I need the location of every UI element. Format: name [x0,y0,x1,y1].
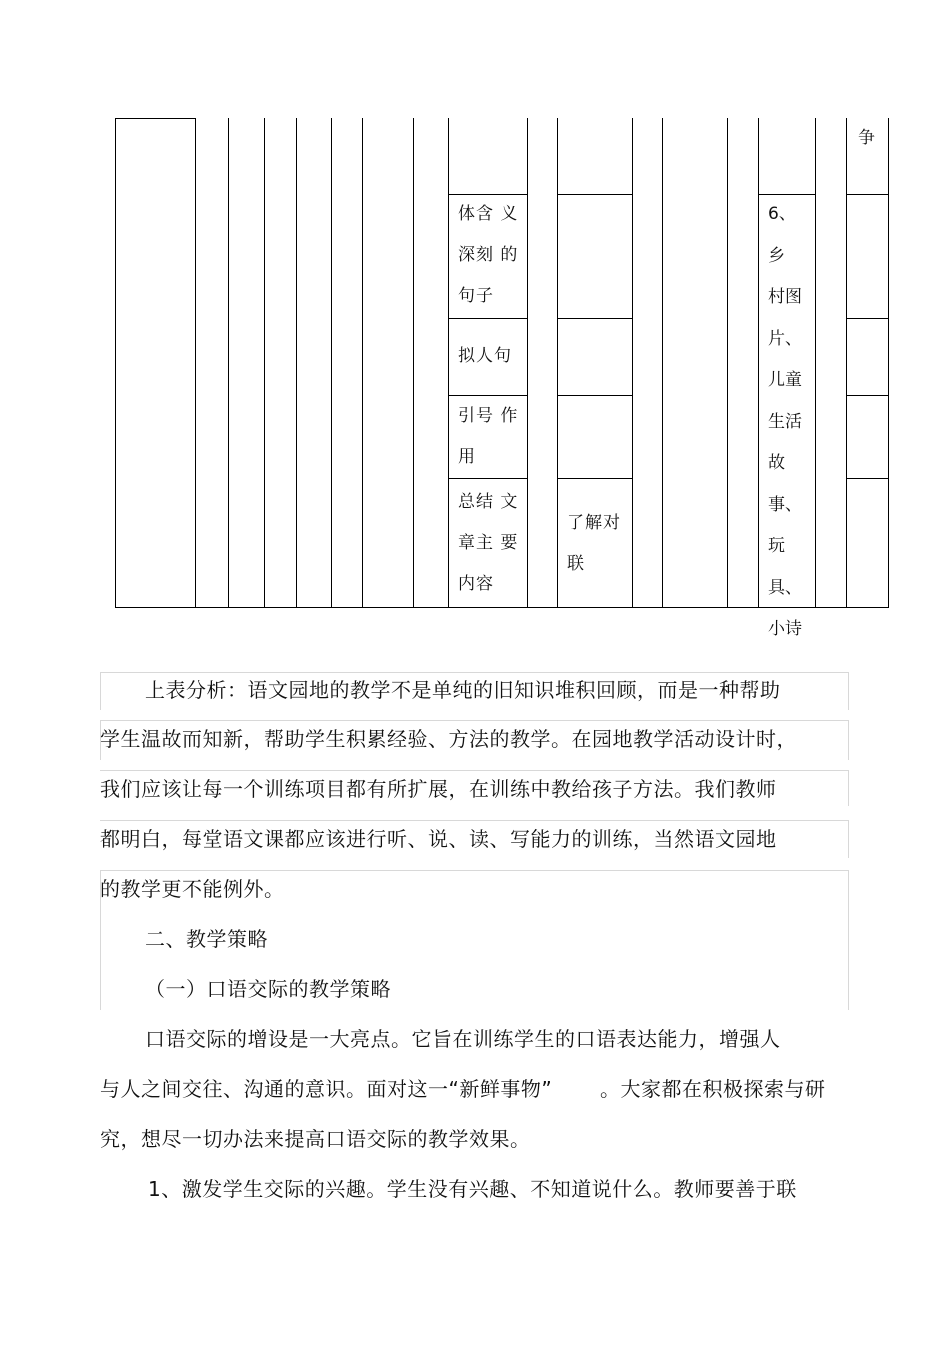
row-line [557,318,633,319]
paragraph-line: 都明白，每堂语文课都应该进行听、说、读、写能力的训练，当然语文园地 [100,827,777,851]
column-line [815,118,816,608]
row-line [846,318,889,319]
row-line [846,395,889,396]
row-line [557,395,633,396]
row-line [557,478,633,479]
paragraph-line: 口语交际的增设是一大亮点。它旨在训练学生的口语表达能力，增强人 [145,1027,781,1051]
column-line [632,118,633,608]
column-line [413,118,414,608]
column-line [888,118,889,608]
column-line [758,118,759,608]
paragraph-line: 与人之间交往、沟通的意识。面对这一“新鲜事物” [100,1077,553,1101]
table-border [195,118,196,608]
cell-sentence-meaning: 体含 义 深刻 的 句子 [458,204,519,306]
table-border [115,118,116,608]
faint-frame [100,820,849,821]
column-line [448,118,449,608]
paragraph-line: 学生温故而知新，帮助学生积累经验、方法的教学。在园地教学活动设计时， [100,727,797,751]
row-line [448,478,528,479]
paragraph-line: 的教学更不能例外。 [100,877,285,901]
faint-frame [100,672,849,673]
column-line [264,118,265,608]
cell-top-right: 争 [858,128,876,148]
faint-frame [848,770,849,806]
column-line [727,118,728,608]
faint-frame [100,770,849,771]
faint-frame [848,870,849,1010]
faint-frame [100,870,849,871]
cell-summarize-content: 总结 文 章主 要 内容 [458,492,519,594]
paragraph-line: 究，想尽一切办法来提高口语交际的教学效果。 [100,1127,531,1151]
row-line [846,194,889,195]
faint-frame [100,720,849,721]
column-line [662,118,663,608]
column-line [557,118,558,608]
cell-personification: 拟人句 [458,346,512,366]
faint-frame [100,672,101,710]
column-line [331,118,332,608]
cell-quotation-marks: 引号 作 用 [458,406,519,467]
row-line [846,478,889,479]
subsection-heading: （一）口语交际的教学策略 [145,977,391,1001]
column-line [296,118,297,608]
column-line [362,118,363,608]
faint-frame [848,672,849,710]
paragraph-line: 1、激发学生交际的兴趣。学生没有兴趣、不知道说什么。教师要善于联 [148,1177,797,1201]
cell-couplets: 了解对 联 [567,513,621,574]
section-heading: 二、教学策略 [145,927,268,951]
paragraph-line: 我们应该让每一个训练项目都有所扩展，在训练中教给孩子方法。我们教师 [100,777,777,801]
cell-materials: 6、乡 村图 片、 儿童 生活 故 事、 玩 具、 小诗 [768,204,802,639]
paragraph-line: 上表分析：语文园地的教学不是单纯的旧知识堆积回顾，而是一种帮助 [145,678,781,702]
column-line [527,118,528,608]
column-line [846,118,847,608]
paragraph-line: 。大家都在积极探索与研 [600,1077,826,1101]
row-line [557,194,633,195]
row-line [448,318,528,319]
faint-frame [848,720,849,760]
column-line [228,118,229,608]
table-border [115,118,196,119]
faint-frame [848,820,849,858]
